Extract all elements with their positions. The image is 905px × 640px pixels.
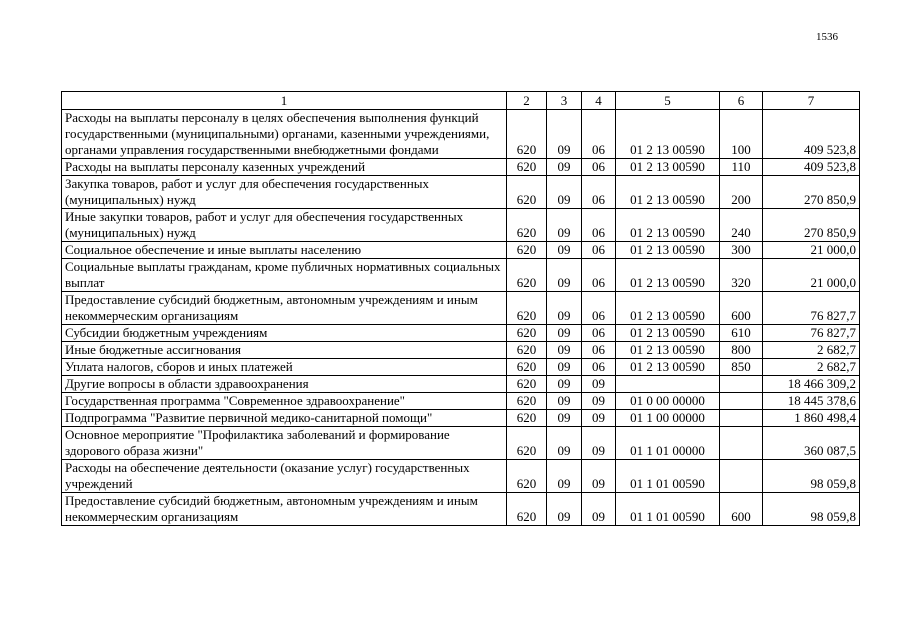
- row-name-cell: Основное мероприятие "Профилактика заболеваний и формирование здорового образа жизни": [62, 427, 507, 460]
- table-row: [62, 259, 860, 292]
- row-section-cell: 09: [547, 410, 582, 427]
- row-target-cell: 01 1 01 00590: [616, 460, 720, 493]
- row-code-cell: 620: [507, 159, 547, 176]
- row-name-cell: Расходы на выплаты персоналу казенных учреждений: [62, 159, 507, 176]
- row-name-cell: Предоставление субсидий бюджетным, автономным учреждениям и иным некоммерческим организациям: [62, 493, 507, 526]
- row-code-cell: 620: [507, 259, 547, 292]
- row-code-cell: 620: [507, 493, 547, 526]
- budget-table: [61, 91, 860, 526]
- row-code-cell: 620: [507, 359, 547, 376]
- row-subsection-cell: 09: [582, 493, 616, 526]
- row-code-cell: 620: [507, 342, 547, 359]
- row-subsection-cell: 06: [582, 292, 616, 325]
- row-section-cell: 09: [547, 342, 582, 359]
- column-header: 5: [616, 92, 720, 110]
- row-section-cell: 09: [547, 376, 582, 393]
- row-code-cell: 620: [507, 110, 547, 159]
- row-code-cell: 620: [507, 393, 547, 410]
- table-row: [62, 342, 860, 359]
- row-section-cell: 09: [547, 110, 582, 159]
- table-row: [62, 176, 860, 209]
- row-type-cell: [720, 460, 763, 493]
- row-type-cell: 800: [720, 342, 763, 359]
- row-target-cell: 01 1 00 00000: [616, 410, 720, 427]
- row-amount-cell: 76 827,7: [763, 292, 860, 325]
- row-type-cell: 110: [720, 159, 763, 176]
- table-row: [62, 376, 860, 393]
- row-subsection-cell: 06: [582, 342, 616, 359]
- table-row: [62, 460, 860, 493]
- column-header: 7: [763, 92, 860, 110]
- row-type-cell: 600: [720, 292, 763, 325]
- row-target-cell: 01 2 13 00590: [616, 259, 720, 292]
- row-subsection-cell: 06: [582, 242, 616, 259]
- row-subsection-cell: 06: [582, 325, 616, 342]
- row-amount-cell: 21 000,0: [763, 242, 860, 259]
- row-name-cell: Социальные выплаты гражданам, кроме публичных нормативных социальных выплат: [62, 259, 507, 292]
- table-row: [62, 209, 860, 242]
- row-target-cell: 01 0 00 00000: [616, 393, 720, 410]
- row-amount-cell: 360 087,5: [763, 427, 860, 460]
- row-type-cell: [720, 393, 763, 410]
- row-target-cell: 01 2 13 00590: [616, 359, 720, 376]
- row-subsection-cell: 06: [582, 259, 616, 292]
- table-row: [62, 410, 860, 427]
- row-subsection-cell: 06: [582, 359, 616, 376]
- row-name-cell: Подпрограмма "Развитие первичной медико-санитарной помощи": [62, 410, 507, 427]
- row-target-cell: 01 2 13 00590: [616, 325, 720, 342]
- row-code-cell: 620: [507, 292, 547, 325]
- row-target-cell: 01 2 13 00590: [616, 292, 720, 325]
- row-amount-cell: 18 445 378,6: [763, 393, 860, 410]
- row-code-cell: 620: [507, 325, 547, 342]
- row-type-cell: 850: [720, 359, 763, 376]
- row-name-cell: Иные закупки товаров, работ и услуг для обеспечения государственных (муниципальных) нужд: [62, 209, 507, 242]
- row-amount-cell: 76 827,7: [763, 325, 860, 342]
- row-section-cell: 09: [547, 393, 582, 410]
- row-amount-cell: 98 059,8: [763, 460, 860, 493]
- row-type-cell: 200: [720, 176, 763, 209]
- row-section-cell: 09: [547, 460, 582, 493]
- row-name-cell: Предоставление субсидий бюджетным, автономным учреждениям и иным некоммерческим организациям: [62, 292, 507, 325]
- row-target-cell: 01 1 01 00000: [616, 427, 720, 460]
- row-amount-cell: 409 523,8: [763, 159, 860, 176]
- table-row: [62, 159, 860, 176]
- row-subsection-cell: 09: [582, 376, 616, 393]
- row-code-cell: 620: [507, 176, 547, 209]
- table-row: [62, 493, 860, 526]
- row-name-cell: Закупка товаров, работ и услуг для обеспечения государственных (муниципальных) нужд: [62, 176, 507, 209]
- page-number: 1536: [816, 31, 838, 43]
- row-section-cell: 09: [547, 292, 582, 325]
- row-target-cell: 01 2 13 00590: [616, 159, 720, 176]
- row-code-cell: 620: [507, 209, 547, 242]
- row-code-cell: 620: [507, 242, 547, 259]
- row-amount-cell: 98 059,8: [763, 493, 860, 526]
- row-amount-cell: 2 682,7: [763, 342, 860, 359]
- row-section-cell: 09: [547, 209, 582, 242]
- row-section-cell: 09: [547, 259, 582, 292]
- row-name-cell: Государственная программа "Современное здравоохранение": [62, 393, 507, 410]
- row-name-cell: Другие вопросы в области здравоохранения: [62, 376, 507, 393]
- table-row: [62, 325, 860, 342]
- row-name-cell: Расходы на выплаты персоналу в целях обеспечения выполнения функций государственными (муниципальными) органами, казенными учреждениями, органами управления государственными внебюджетными фондами: [62, 110, 507, 159]
- row-section-cell: 09: [547, 242, 582, 259]
- row-type-cell: 300: [720, 242, 763, 259]
- row-amount-cell: 409 523,8: [763, 110, 860, 159]
- row-section-cell: 09: [547, 159, 582, 176]
- table-row: [62, 359, 860, 376]
- row-type-cell: [720, 427, 763, 460]
- row-code-cell: 620: [507, 410, 547, 427]
- header-row: [62, 92, 860, 110]
- row-section-cell: 09: [547, 359, 582, 376]
- row-subsection-cell: 09: [582, 410, 616, 427]
- column-header: 6: [720, 92, 763, 110]
- row-type-cell: [720, 410, 763, 427]
- row-type-cell: [720, 376, 763, 393]
- row-target-cell: 01 2 13 00590: [616, 209, 720, 242]
- row-amount-cell: 1 860 498,4: [763, 410, 860, 427]
- table-row: [62, 110, 860, 159]
- row-subsection-cell: 06: [582, 176, 616, 209]
- row-amount-cell: 21 000,0: [763, 259, 860, 292]
- column-header: 2: [507, 92, 547, 110]
- table-row: [62, 393, 860, 410]
- row-name-cell: Уплата налогов, сборов и иных платежей: [62, 359, 507, 376]
- row-section-cell: 09: [547, 325, 582, 342]
- row-target-cell: 01 2 13 00590: [616, 342, 720, 359]
- row-section-cell: 09: [547, 176, 582, 209]
- table-row: [62, 242, 860, 259]
- row-amount-cell: 18 466 309,2: [763, 376, 860, 393]
- row-subsection-cell: 06: [582, 110, 616, 159]
- row-name-cell: Субсидии бюджетным учреждениям: [62, 325, 507, 342]
- row-type-cell: 240: [720, 209, 763, 242]
- row-target-cell: 01 2 13 00590: [616, 242, 720, 259]
- row-code-cell: 620: [507, 460, 547, 493]
- row-type-cell: 610: [720, 325, 763, 342]
- row-subsection-cell: 09: [582, 393, 616, 410]
- row-target-cell: 01 2 13 00590: [616, 176, 720, 209]
- row-subsection-cell: 06: [582, 159, 616, 176]
- column-header: 4: [582, 92, 616, 110]
- row-name-cell: Социальное обеспечение и иные выплаты населению: [62, 242, 507, 259]
- row-section-cell: 09: [547, 493, 582, 526]
- row-code-cell: 620: [507, 427, 547, 460]
- row-target-cell: 01 1 01 00590: [616, 493, 720, 526]
- row-target-cell: [616, 376, 720, 393]
- table-row: [62, 427, 860, 460]
- row-amount-cell: 2 682,7: [763, 359, 860, 376]
- row-type-cell: 100: [720, 110, 763, 159]
- row-name-cell: Расходы на обеспечение деятельности (оказание услуг) государственных учреждений: [62, 460, 507, 493]
- row-subsection-cell: 06: [582, 209, 616, 242]
- row-subsection-cell: 09: [582, 460, 616, 493]
- column-header: 1: [62, 92, 507, 110]
- row-type-cell: 320: [720, 259, 763, 292]
- row-amount-cell: 270 850,9: [763, 176, 860, 209]
- column-header: 3: [547, 92, 582, 110]
- row-code-cell: 620: [507, 376, 547, 393]
- row-type-cell: 600: [720, 493, 763, 526]
- row-subsection-cell: 09: [582, 427, 616, 460]
- row-amount-cell: 270 850,9: [763, 209, 860, 242]
- table-row: [62, 292, 860, 325]
- row-name-cell: Иные бюджетные ассигнования: [62, 342, 507, 359]
- row-target-cell: 01 2 13 00590: [616, 110, 720, 159]
- row-section-cell: 09: [547, 427, 582, 460]
